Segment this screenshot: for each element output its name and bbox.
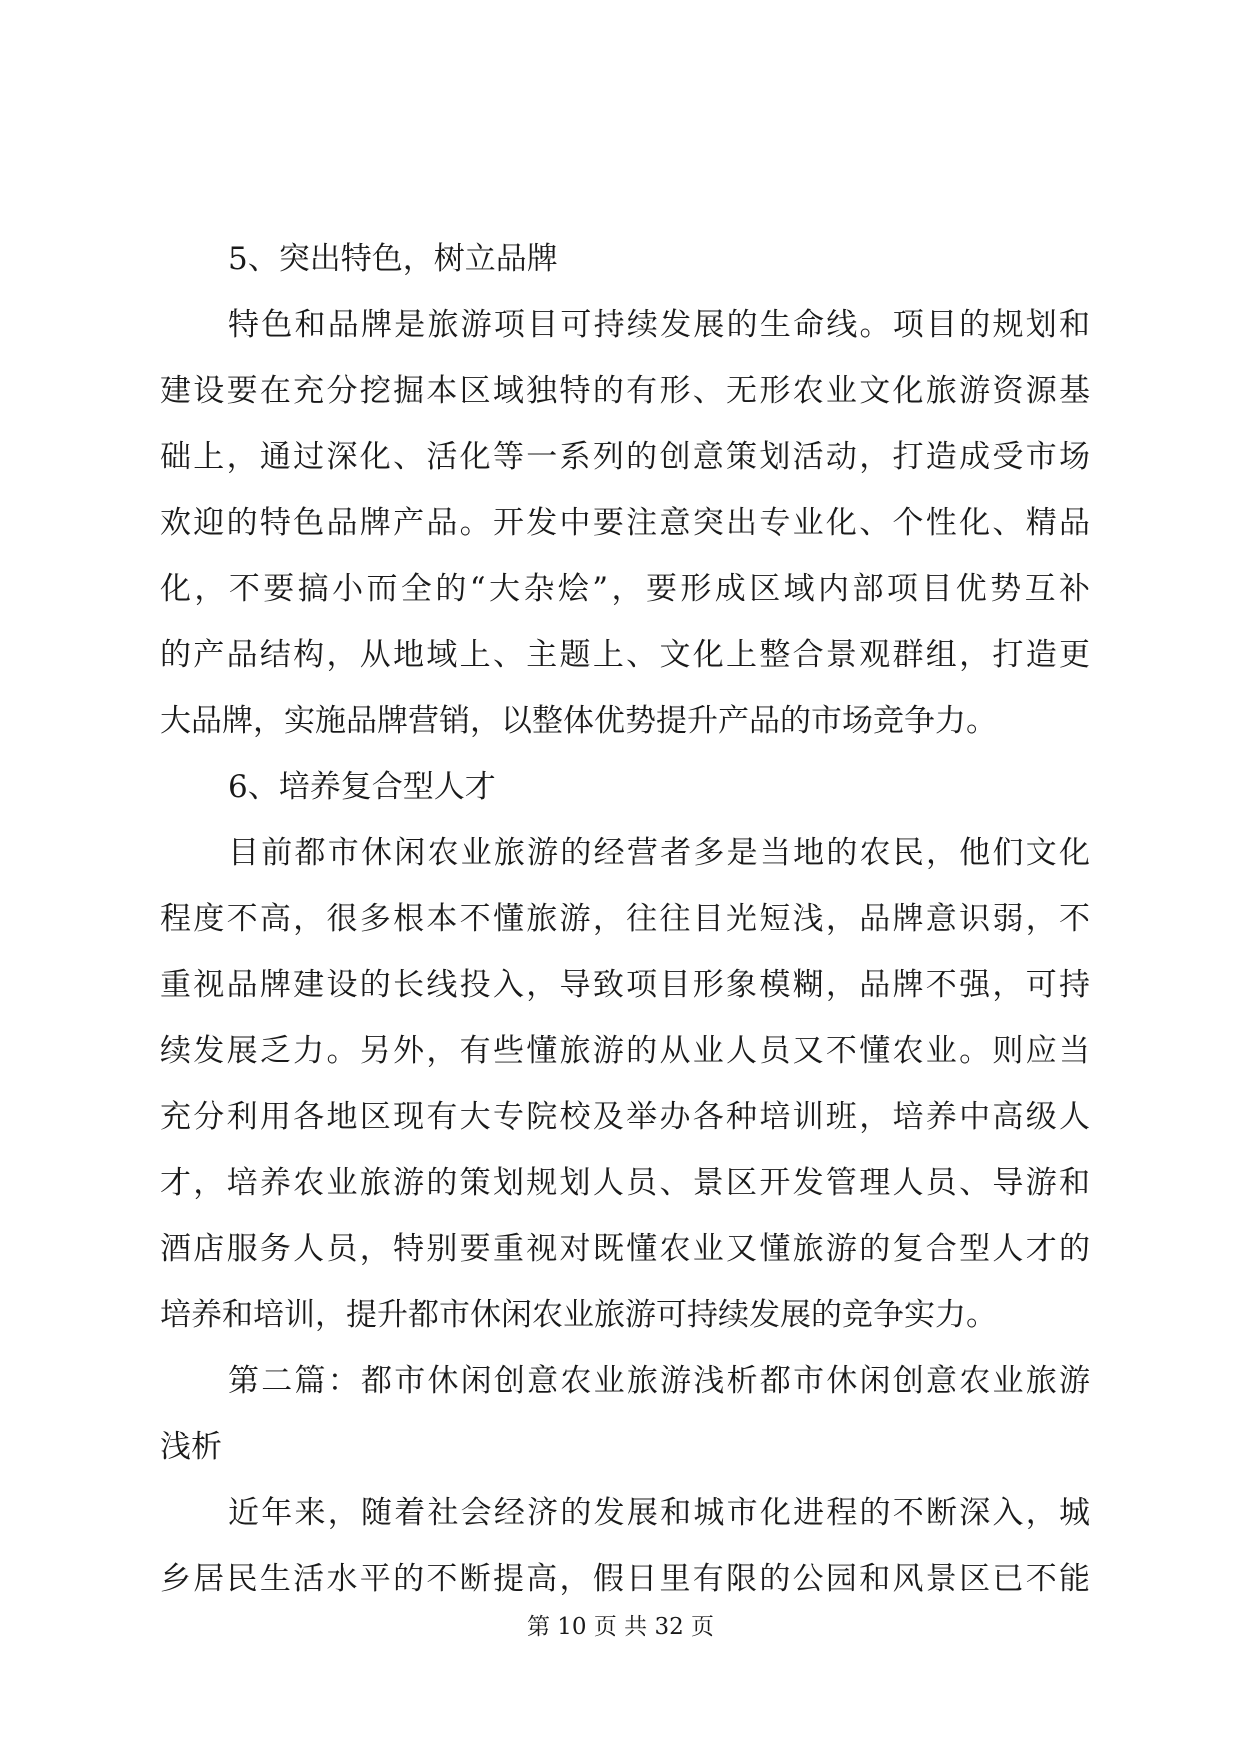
- text-line: 的产品结构，从地域上、主题上、文化上整合景观群组，打造更: [160, 637, 1090, 673]
- text-line: 础上，通过深化、活化等一系列的创意策划活动，打造成受市场: [160, 439, 1090, 475]
- text-line: 近年来，随着社会经济的发展和城市化进程的不断深入，城: [228, 1495, 1090, 1531]
- text-line: 培养和培训，提升都市休闲农业旅游可持续发展的竞争实力。: [160, 1297, 997, 1333]
- text-line: 5、突出特色，树立品牌: [228, 241, 558, 277]
- document-body: [160, 226, 1090, 1612]
- text-line: 充分利用各地区现有大专院校及举办各种培训班，培养中高级人: [160, 1099, 1090, 1135]
- text-line: 第二篇：都市休闲创意农业旅游浅析都市休闲创意农业旅游: [228, 1363, 1090, 1399]
- text-line: 6、培养复合型人才: [228, 769, 496, 805]
- text-line: 酒店服务人员，特别要重视对既懂农业又懂旅游的复合型人才的: [160, 1231, 1090, 1267]
- page-footer: 第 10 页 共 32 页: [526, 1614, 715, 1640]
- text-line: 建设要在充分挖掘本区域独特的有形、无形农业文化旅游资源基: [160, 373, 1090, 409]
- text-line: 程度不高，很多根本不懂旅游，往往目光短浅，品牌意识弱，不: [160, 901, 1090, 937]
- text-line: 续发展乏力。另外，有些懂旅游的从业人员又不懂农业。则应当: [160, 1033, 1090, 1069]
- text-line: 目前都市休闲农业旅游的经营者多是当地的农民，他们文化: [228, 835, 1090, 871]
- text-line: 浅析: [160, 1429, 222, 1465]
- text-line: 才，培养农业旅游的策划规划人员、景区开发管理人员、导游和: [160, 1165, 1090, 1201]
- text-line: 重视品牌建设的长线投入，导致项目形象模糊，品牌不强，可持: [160, 967, 1090, 1003]
- text-line: 大品牌，实施品牌营销，以整体优势提升产品的市场竞争力。: [160, 703, 997, 739]
- text-line: 欢迎的特色品牌产品。开发中要注意突出专业化、个性化、精品: [160, 505, 1090, 541]
- text-line: 化，不要搞小而全的“大杂烩”，要形成区域内部项目优势互补: [160, 571, 1090, 607]
- text-line: 特色和品牌是旅游项目可持续发展的生命线。项目的规划和: [228, 307, 1090, 343]
- text-line: 乡居民生活水平的不断提高，假日里有限的公园和风景区已不能: [160, 1561, 1090, 1597]
